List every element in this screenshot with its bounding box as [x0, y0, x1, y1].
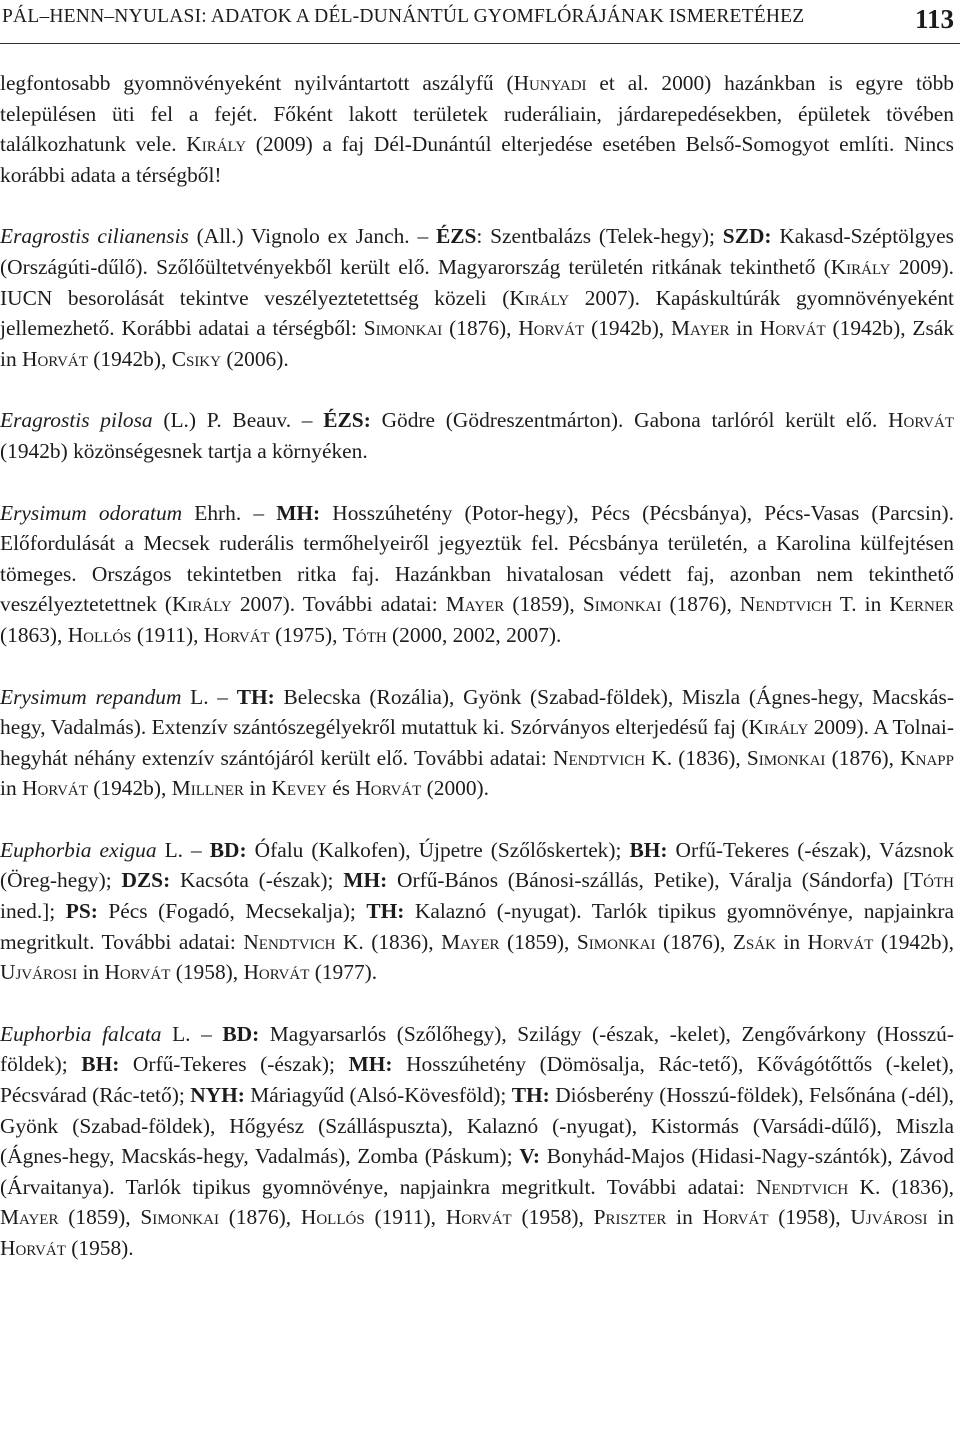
page-number: 113	[914, 4, 954, 34]
species-name: Euphorbia falcata	[0, 1021, 162, 1046]
article-body	[0, 68, 954, 1264]
species-name: Eragrostis cilianensis	[0, 224, 189, 249]
species-name: Erysimum odoratum	[0, 500, 183, 525]
species-name: Erysimum repandum	[0, 684, 182, 709]
species-entry-erysimum-odoratum: Erysimum odoratum Ehrh. – MH: Hosszúhetény (Potor-hegy), Pécs (Pécsbánya), Pécs-Vasas (Parcsin). Előfordulását a Mecsek ruderális termőhelyeiről jegyeztük fel. Pécsbánya területén, a Karolina külfejtésen tömeges. Országos tekintetben ritka faj. Hazánkban hivatalosan védett faj, azonban nem tekinthető veszélyeztetettnek (Király 2007). További adatai: Mayer (1859), Simonkai (1876), Nendtvich T. in Kerner (1863), Hollós (1911), Horvát (1975), Tóth (2000, 2002, 2007).	[0, 500, 954, 647]
species-name: Euphorbia exigua	[0, 837, 157, 862]
species-entry-euphorbia-exigua: Euphorbia exigua L. – BD: Ófalu (Kalkofen), Újpetre (Szőlőskertek); BH: Orfű-Tekeres (-észak), Vázsnok (Öreg-hegy); DZS: Kacsóta (-észak); MH: Orfű-Bános (Bánosi-szállás, Petike), Váralja (Sándorfa) [Tóth ined.]; PS: Pécs (Fogadó, Mecsekalja); TH: Kalaznó (-nyugat). Tarlók tipikus gyomnövénye, napjainkra megritkult. További adatai: Nendtvich K. (1836), Mayer (1859), Simonkai (1876), Zsák in Horvát (1942b), Ujvárosi in Horvát (1958), Horvát (1977).	[0, 837, 954, 985]
species-entry-euphorbia-falcata: Euphorbia falcata L. – BD: Magyarsarlós (Szőlőhegy), Szilágy (-észak, -kelet), Zengővárkony (Hosszú-földek); BH: Orfű-Tekeres (-észak); MH: Hosszúhetény (Dömösalja, Rác-tető), Kővágótőttős (-kelet), Pécsvárad (Rác-tető); NYH: Máriagyűd (Alsó-Kövesföld); TH: Diósberény (Hosszú-földek), Felsőnána (-dél), Gyönk (Szabad-földek), Hőgyész (Szálláspuszta), Kalaznó (-nyugat), Kistormás (Varsádi-dűlő), Miszla (Ágnes-hegy, Macskás-hegy, Vadalmás), Zomba (Páskum); V: Bonyhád-Majos (Hidasi-Nagy-szántók), Závod (Árvaitanya). Tarlók tipikus gyomnövénye, napjainkra megritkult. További adatai: Nendtvich K. (1836), Mayer (1859), Simonkai (1876), Hollós (1911), Horvát (1958), Priszter in Horvát (1958), Ujvárosi in Horvát (1958).	[0, 1021, 955, 1260]
species-name: Eragrostis pilosa	[0, 408, 153, 433]
page-header	[0, 0, 960, 44]
species-entry-eragrostis-cilianensis: Eragrostis cilianensis (All.) Vignolo ex Janch. – ÉZS: Szentbalázs (Telek-hegy); SZD: Kakasd-Széptölgyes (Országúti-dűlő). Szőlőültetvényekből került elő. Magyarország területén ritkának tekinthető (Király 2009). IUCN besorolását tekintve veszélyeztetettség közeli (Király 2007). Kapáskultúrák gyomnövényeként jellemezhető. Korábbi adatai a térségből: Simonkai (1876), Horvát (1942b), Mayer in Horvát (1942b), Zsák in Horvát (1942b), Csiky (2006).	[0, 224, 954, 371]
species-entry-eragrostis-pilosa: Eragrostis pilosa (L.) P. Beauv. – ÉZS: Gödre (Gödreszentmárton). Gabona tarlóról került elő. Horvát (1942b) közönségesnek tartja a környéken.	[0, 408, 954, 463]
species-entry-erysimum-repandum: Erysimum repandum L. – TH: Belecska (Rozália), Gyönk (Szabad-földek), Miszla (Ágnes-hegy, Macskás-hegy, Vadalmás). Extenzív szántószegélyekről mutattuk ki. Szórványos elterjedésű faj (Király 2009). A Tolnai-hegyhát néhány extenzív szántójáról került elő. További adatai: Nendtvich K. (1836), Simonkai (1876), Knapp in Horvát (1942b), Millner in Kevey és Horvát (2000).	[0, 684, 954, 801]
header-rule	[0, 43, 960, 44]
running-head: PÁL–HENN–NYULASI: ADATOK A DÉL-DUNÁNTÚL GYOMFLÓRÁJÁNAK ISMERETÉHEZ	[2, 6, 805, 27]
paragraph-continuation: legfontosabb gyomnövényeként nyilvántartott aszályfű (Hunyadi et al. 2000) hazánkban is egyre több településen üti fel a fejét. Főként lakott területek ruderáliain, járdarepedésekben, épületek tövében találkozhatunk vele. Király (2009) a faj Dél-Dunántúl elterjedése esetében Belső-Somogyot említi. Nincs korábbi adata a térségből!	[0, 71, 954, 187]
